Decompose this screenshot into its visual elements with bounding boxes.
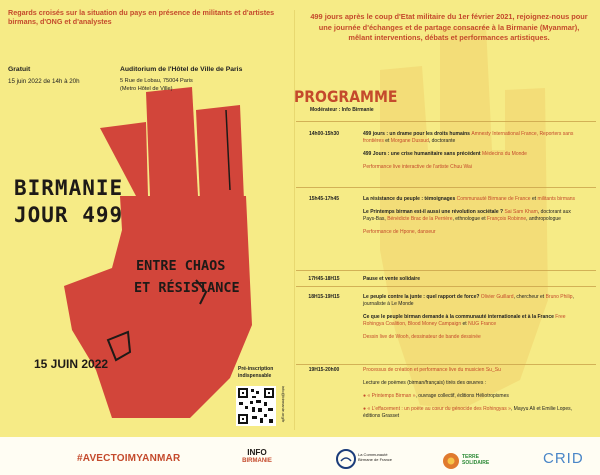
- communaute-birmane-label: La Communauté Birmane de France: [358, 452, 393, 462]
- slot-items: [363, 131, 583, 177]
- schedule-item: [363, 406, 583, 420]
- event-date: 15 JUIN 2022: [34, 357, 109, 371]
- schedule-item-text: , ouvrage collectif, éditions Héliotropismes: [415, 393, 509, 399]
- schedule-item-text: , doctorant aux Pays-Bas,: [363, 209, 571, 222]
- schedule-divider: [296, 121, 596, 122]
- schedule-item-text: Olivier Guillard: [480, 294, 514, 300]
- schedule-item-text: , chercheur et: [513, 294, 546, 300]
- schedule-item: [363, 229, 583, 236]
- schedule-item: [363, 393, 583, 400]
- schedule-item-text: 499 jours : un drame pour les droits humains: [363, 131, 472, 137]
- slot-time: 14h00-15h30: [308, 131, 340, 137]
- schedule-item-text: Processus de création et performance live du musicien Su_Su: [363, 367, 501, 373]
- slot-items: [363, 294, 583, 347]
- schedule-item-text: Communauté Birmane de France: [456, 196, 531, 202]
- qr-code-icon[interactable]: [236, 386, 276, 426]
- schedule-item-text: Le Printemps birman est-il aussi une révolution sociétale ?: [363, 209, 505, 215]
- schedule-item: [363, 276, 583, 283]
- communaute-birmane-logo-icon: [336, 449, 356, 469]
- slot-time: 17H45-18H15: [308, 276, 340, 282]
- schedule-item-text: Morgane Dussud: [390, 138, 429, 144]
- slot-time: 19H15-20h00: [308, 367, 340, 373]
- venue-address: 5 Rue de Lobau, 75004 Paris: [120, 78, 193, 84]
- schedule-divider: [296, 270, 596, 271]
- slot-items: [363, 276, 583, 289]
- moderator-line: Modérateur : Info Birmanie: [310, 107, 374, 113]
- programme-title: PROGRAMME: [294, 88, 398, 107]
- slot-time: 15h45-17h45: [308, 196, 340, 202]
- schedule-divider: [296, 364, 596, 365]
- schedule-item: [363, 131, 583, 145]
- schedule-item: [363, 196, 583, 203]
- schedule-item-text: Pause et vente solidaire: [363, 276, 420, 282]
- schedule-item-text: Performance live interactive de l'artiste Chuu Wai: [363, 164, 472, 170]
- schedule-divider: [296, 187, 596, 188]
- schedule-item-text: Ce que le peuple birman demande à la communauté internationale et à la France: [363, 314, 556, 320]
- schedule-item-text: , journaliste à Le Monde: [363, 294, 574, 307]
- schedule-item-text: Free Rohingya Coalition, Blood Money Campaign: [363, 314, 566, 327]
- schedule-item-text: , anthropologue: [526, 216, 561, 222]
- title-line-2: JOUR 499: [14, 203, 124, 227]
- venue-title: Auditorium de l'Hôtel de Ville de Paris: [120, 66, 243, 73]
- schedule-item: [363, 367, 583, 374]
- schedule-item-text: Médecins du Monde: [481, 151, 527, 157]
- info-birmanie-logo: [237, 449, 277, 465]
- title-line-1: BIRMANIE: [14, 176, 124, 200]
- schedule-item: [363, 314, 583, 328]
- schedule-item: [363, 380, 583, 387]
- left-intro-text: Regards croisés sur la situation du pays en présence de militants et d'artistes birmans, d'ONG et d'analystes: [8, 8, 275, 27]
- venue-metro: (Metro Hôtel de Ville): [120, 86, 173, 93]
- schedule-item-text: ● « L'effacement : un poète au cœur du génocide des Rohingyas »: [363, 406, 511, 412]
- slot-items: [363, 367, 583, 426]
- schedule-item-text: François Robinne: [486, 216, 527, 222]
- schedule-item-text: Amnesty International France, Reporters sans frontières: [363, 131, 574, 144]
- venue-address-block: [120, 77, 260, 94]
- schedule-item-text: et: [530, 196, 538, 202]
- schedule-item-text: Bruno Philip: [545, 294, 573, 300]
- schedule-item-text: Performance de Hpone, danseur: [363, 229, 436, 235]
- schedule-item-text: , doctorante: [428, 138, 456, 144]
- qr-side-text: info@birmanie.org/fr: [281, 386, 286, 423]
- hashtag[interactable]: #AVECTOIMYANMAR: [77, 453, 181, 464]
- schedule-item-text: La résistance du peuple : témoignages: [363, 196, 457, 202]
- schedule-item: [363, 164, 583, 171]
- preinscription-label: Pré-inscription indispensable: [238, 366, 274, 379]
- date-time: 15 juin 2022 de 14h à 20h: [8, 78, 80, 85]
- schedule-item-text: 499 Jours : une crise humanitaire sans précédent: [363, 151, 482, 157]
- schedule-item: [363, 151, 583, 158]
- schedule-item-text: militants birmans: [537, 196, 576, 202]
- right-intro-text: 499 jours après le coup d'Etat militaire du 1er février 2021, rejoignez-nous pour une journée d'échanges et de partage consacrée à la Birmanie (Myanmar), mêlant interventions, débats et performances artistiques.: [310, 12, 588, 43]
- schedule-item-text: et: [461, 321, 469, 327]
- schedule-item-text: ● « Printemps Birman »: [363, 393, 416, 399]
- schedule-item-text: , ethnologue et: [452, 216, 487, 222]
- terre-solidaire-label: TERRE SOLIDAIRE: [462, 454, 490, 466]
- crid-logo: CRID: [543, 450, 584, 467]
- subtitle-line-2: ET RÉSISTANCE: [134, 280, 240, 296]
- slot-items: [363, 196, 583, 242]
- schedule-item-text: Dessin live de Wooh, dessinateur de bande dessinée: [363, 334, 481, 340]
- schedule-item: [363, 294, 583, 308]
- schedule-item-text: et: [383, 138, 391, 144]
- terre-solidaire-logo-icon: [442, 452, 460, 470]
- schedule-item: [363, 334, 583, 341]
- schedule-item: [363, 209, 583, 223]
- schedule-item-text: NUG France: [468, 321, 497, 327]
- free-label: Gratuit: [8, 66, 31, 73]
- schedule-item-text: Sai Sam Kham: [504, 209, 538, 215]
- slot-time: 18H15-19H15: [308, 294, 340, 300]
- info-logo-main: INFO: [247, 448, 267, 457]
- schedule-item-text: , Mayyu Ali et Emilie Lopes, éditions Grasset: [363, 406, 573, 419]
- subtitle-line-1: ENTRE CHAOS: [136, 258, 226, 274]
- info-logo-sub: BIRMANIE: [242, 458, 272, 464]
- schedule-item-text: Le peuple contre la junte : quel rapport de force?: [363, 294, 481, 300]
- schedule-item-text: Lecture de poèmes (birman/français) tirés des œuvres :: [363, 380, 487, 386]
- schedule-item-text: Bénédicte Brac de la Perrière: [387, 216, 453, 222]
